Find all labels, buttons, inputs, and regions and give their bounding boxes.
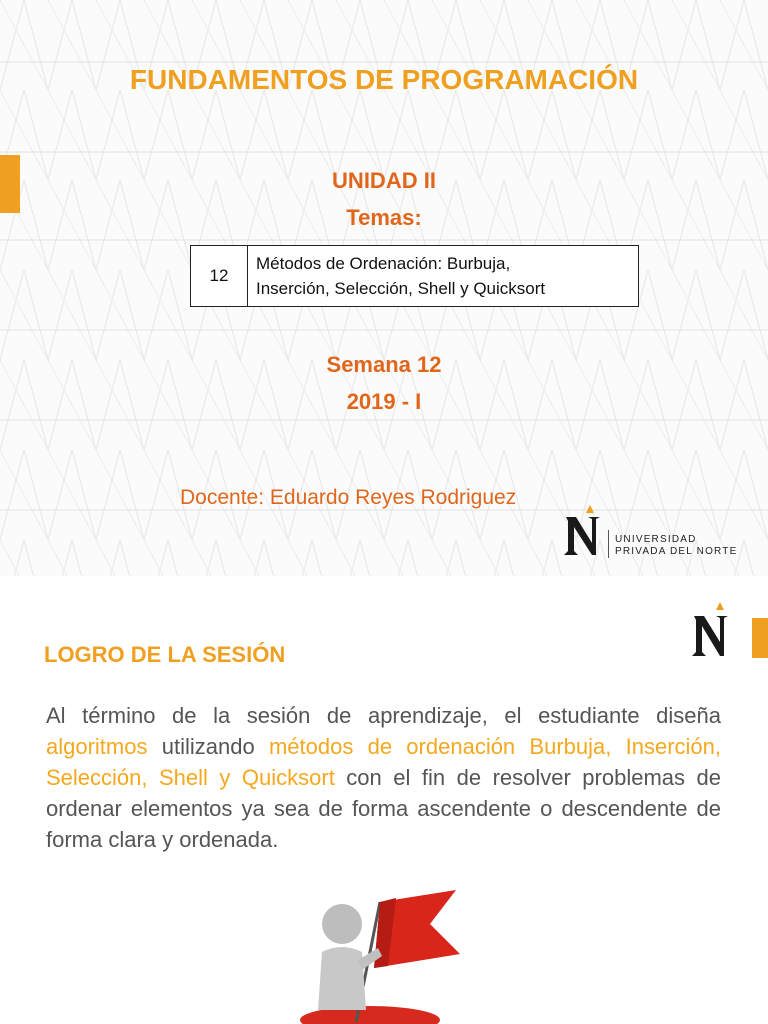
accent-bar-right [752, 618, 768, 658]
goal-text-2: utilizando [147, 734, 269, 759]
unp-logo-icon [690, 600, 732, 658]
goal-highlight-algorithms: algoritmos [46, 734, 148, 759]
logo-divider [608, 530, 609, 558]
goal-text-3: con el fin de resolver problemas de ordenar elementos ya sea de forma ascendente o descendente de forma clara y ordenada. [46, 765, 721, 852]
session-goal-text [46, 700, 721, 855]
period-label: 2019 - I [346, 389, 422, 414]
person-flag-illustration [300, 890, 470, 1024]
unit-label: UNIDAD II [332, 168, 436, 193]
topics-label: Temas: [346, 205, 422, 230]
topics-table [190, 245, 639, 307]
topic-line-2: Inserción, Selección, Shell y Quicksort [256, 279, 546, 298]
week-label: Semana 12 [326, 352, 442, 377]
goal-text-1: Al término de la sesión de aprendizaje, el estudiante diseña [46, 703, 721, 728]
slide-gap [0, 576, 768, 586]
topic-number: 12 [191, 246, 248, 307]
teacher-name: Docente: Eduardo Reyes Rodriguez [180, 486, 517, 509]
course-title: FUNDAMENTOS DE PROGRAMACIÓN [129, 64, 639, 95]
table-row [191, 246, 639, 307]
goal-highlight-methods: métodos de ordenación Burbuja, Inserción, Selección, Shell y Quicksort [46, 734, 721, 790]
university-name [615, 534, 737, 558]
university-line-2: PRIVADA DEL NORTE [615, 546, 738, 557]
unp-logo-icon [562, 503, 604, 557]
topic-line-1: Métodos de Ordenación: Burbuja, [256, 254, 511, 273]
university-line-1: UNIVERSIDAD [615, 534, 697, 545]
session-goal-heading: LOGRO DE LA SESIÓN [44, 642, 286, 667]
topic-description [248, 246, 639, 307]
